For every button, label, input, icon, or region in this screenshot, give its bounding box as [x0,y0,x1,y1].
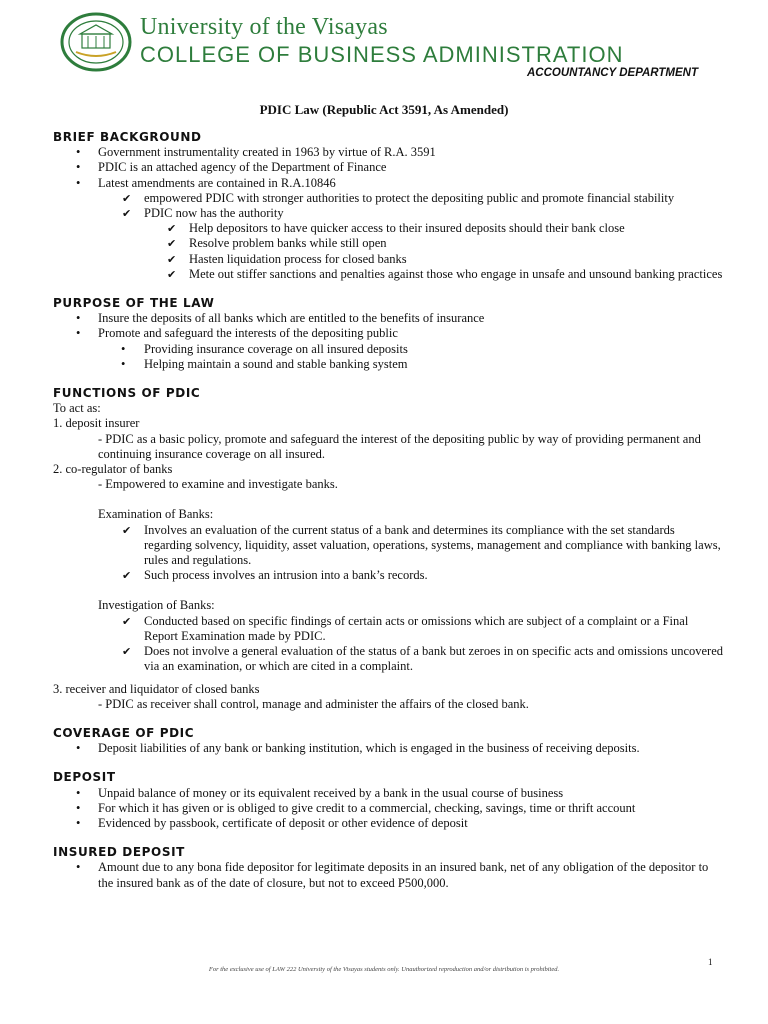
background-list [53,145,723,282]
function-description: - Empowered to examine and investigate banks. [98,477,338,492]
insured-list [53,860,723,890]
list-item: • Amount due to any bona fide depositor for legitimate deposits in an insured bank, net of any obligation of the depositor to the insured bank as of the date of closure, but not to exceed P500,000. [53,860,723,890]
function-co-regulator: 2. co-regulator of banks [53,462,173,477]
department-name: ACCOUNTANCY DEPARTMENT [527,67,699,79]
document-body [53,130,723,891]
section-heading-background: BRIEF BACKGROUND [53,130,202,144]
footer-notice: For the exclusive use of LAW 222 University of the Visayas students only. Unauthorized reproduction and/or distribution is prohibited. [208,966,560,973]
purpose-list [53,311,723,372]
list-item: • Promote and safeguard the interests of the depositing public [53,326,723,341]
investigation-heading: Investigation of Banks: [98,598,215,613]
check-item: ✔ Such process involves an intrusion into a bank’s records. [53,568,723,583]
check-subitem: ✔ Help depositors to have quicker access to their insured deposits should their bank close [53,221,723,236]
function-deposit-insurer: 1. deposit insurer [53,416,140,431]
list-item: • PDIC is an attached agency of the Department of Finance [53,160,723,175]
section-heading-coverage: COVERAGE OF PDIC [53,725,195,740]
check-subitem: ✔ Mete out stiffer sanctions and penalties against those who engage in unsafe and unsound banking practices [53,267,723,282]
list-item: • Government instrumentality created in 1963 by virtue of R.A. 3591 [53,145,723,160]
page-number: 1 [708,957,713,967]
function-receiver: 3. receiver and liquidator of closed banks [53,681,260,696]
list-item: • Deposit liabilities of any bank or banking institution, which is engaged in the business of receiving deposits. [53,741,723,756]
deposit-list [53,786,723,832]
document-title: PDIC Law (Republic Act 3591, As Amended) [259,102,509,117]
check-subitem: ✔ Hasten liquidation process for closed banks [53,252,723,267]
university-name: University of the Visayas [140,14,388,40]
functions-intro: To act as: [53,401,101,416]
check-item: ✔ Conducted based on specific findings of certain acts or omissions which are subject of a complaint or a Final Report Examination made by PDIC. [53,614,723,644]
check-item: ✔ Involves an evaluation of the current status of a bank and determines its compliance with the set standards regarding solvency, liquidity, asset valuation, operations, systems, management and compliance with banking laws, rules and regulations. [53,523,723,569]
check-item: ✔ empowered PDIC with stronger authorities to protect the depositing public and promote financial stability [53,191,723,206]
sub-list-item: • Helping maintain a sound and stable banking system [53,357,723,372]
section-heading-insured-deposit: INSURED DEPOSIT [53,845,185,860]
section-heading-deposit: DEPOSIT [53,770,116,785]
list-item: • Latest amendments are contained in R.A.10846 [53,176,723,191]
section-heading-purpose: PURPOSE OF THE LAW [53,296,215,311]
university-seal-icon [60,12,132,72]
function-description: - PDIC as receiver shall control, manage and administer the affairs of the closed bank. [98,696,529,711]
check-item: ✔ Does not involve a general evaluation of the status of a bank but zeroes in on specific acts and omissions uncovered via an examination, or which are cited in a complaint. [53,644,723,674]
check-subitem: ✔ Resolve problem banks while still open [53,236,723,251]
list-item: • Insure the deposits of all banks which are entitled to the benefits of insurance [53,311,723,326]
coverage-list [53,741,723,756]
list-item: • Evidenced by passbook, certificate of deposit or other evidence of deposit [53,816,723,831]
examination-list [53,523,723,584]
investigation-list [53,614,723,675]
function-description: - PDIC as a basic policy, promote and safeguard the interest of the depositing public by way of providing permanent and continuing insurance coverage on all insured. [98,431,701,461]
examination-heading: Examination of Banks: [98,507,214,522]
list-item: • Unpaid balance of money or its equivalent received by a bank in the usual course of business [53,786,723,801]
section-heading-functions: FUNCTIONS OF PDIC [53,386,201,401]
college-name: COLLEGE OF BUSINESS ADMINISTRATION [140,42,624,67]
check-item: ✔ PDIC now has the authority [53,206,723,221]
list-item: • For which it has given or is obliged to give credit to a commercial, checking, savings, time or thrift account [53,801,723,816]
sub-list-item: • Providing insurance coverage on all insured deposits [53,342,723,357]
